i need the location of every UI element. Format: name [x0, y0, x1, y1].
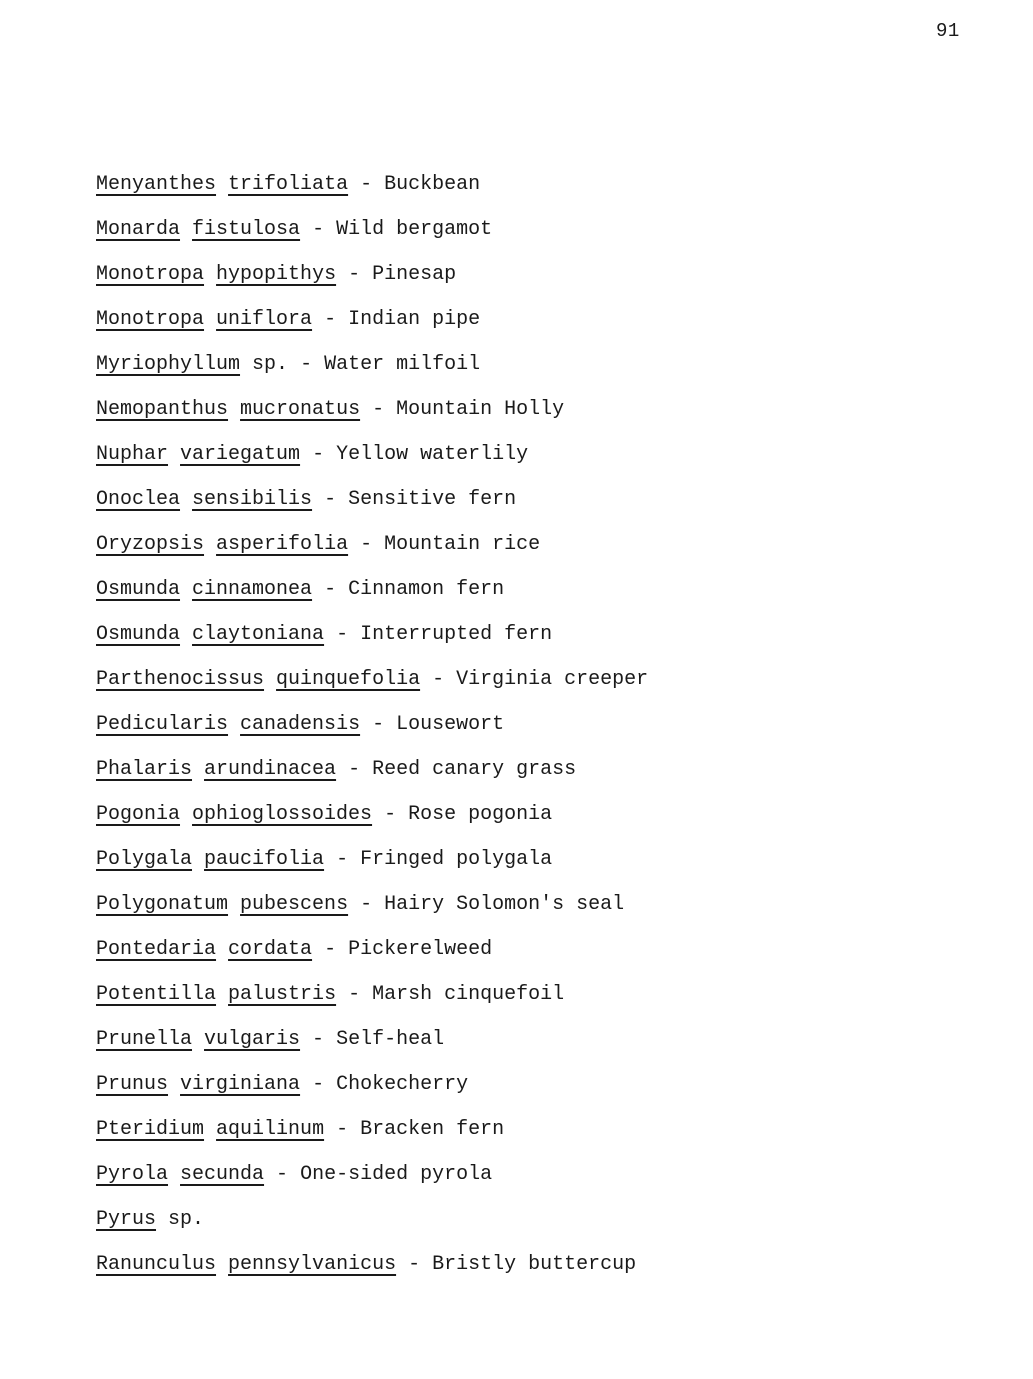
common-name: Self-heal	[336, 1028, 445, 1051]
species-entry: Pteridium aquilinum - Bracken fern	[96, 1118, 505, 1141]
species-entry: Menyanthes trifoliata - Buckbean	[96, 173, 481, 196]
genus-name: Pteridium	[96, 1118, 205, 1141]
common-name: Reed canary grass	[372, 758, 577, 781]
species-entry: Polygala paucifolia - Fringed polygala	[96, 848, 553, 871]
genus-name: Potentilla	[96, 983, 217, 1006]
species-epithet: hypopithys	[216, 263, 337, 286]
genus-name: Ranunculus	[96, 1253, 217, 1276]
genus-name: Monotropa	[96, 263, 205, 286]
common-name: Interrupted fern	[360, 623, 553, 646]
species-entry: Pyrola secunda - One-sided pyrola	[96, 1163, 493, 1186]
species-epithet: quinquefolia	[276, 668, 421, 691]
common-name: Yellow waterlily	[336, 443, 529, 466]
species-epithet: sp.	[168, 1208, 205, 1231]
common-name: Cinnamon fern	[348, 578, 505, 601]
common-name: Pickerelweed	[348, 938, 493, 961]
species-epithet: secunda	[180, 1163, 265, 1186]
page-number: 91	[936, 20, 960, 42]
species-epithet: paucifolia	[204, 848, 325, 871]
species-entry: Potentilla palustris - Marsh cinquefoil	[96, 983, 565, 1006]
species-epithet: virginiana	[180, 1073, 301, 1096]
common-name: Bracken fern	[360, 1118, 505, 1141]
common-name: Virginia creeper	[456, 668, 649, 691]
genus-name: Onoclea	[96, 488, 181, 511]
genus-name: Pyrola	[96, 1163, 169, 1186]
genus-name: Pyrus	[96, 1208, 157, 1231]
species-entry: Nuphar variegatum - Yellow waterlily	[96, 443, 529, 466]
genus-name: Menyanthes	[96, 173, 217, 196]
common-name: Bristly buttercup	[432, 1253, 637, 1276]
species-entry: Pontedaria cordata - Pickerelweed	[96, 938, 493, 961]
common-name: Fringed polygala	[360, 848, 553, 871]
genus-name: Polygonatum	[96, 893, 229, 916]
species-entry: Prunella vulgaris - Self-heal	[96, 1028, 445, 1051]
species-entry: Ranunculus pennsylvanicus - Bristly buttercup	[96, 1253, 637, 1276]
species-entry: Onoclea sensibilis - Sensitive fern	[96, 488, 517, 511]
common-name: Buckbean	[384, 173, 481, 196]
common-name: Water milfoil	[324, 353, 481, 376]
species-entry: Osmunda claytoniana - Interrupted fern	[96, 623, 553, 646]
species-epithet: canadensis	[240, 713, 361, 736]
genus-name: Pogonia	[96, 803, 181, 826]
common-name: Hairy Solomon's seal	[384, 893, 625, 916]
common-name: Mountain rice	[384, 533, 541, 556]
common-name: Wild bergamot	[336, 218, 493, 241]
species-epithet: asperifolia	[216, 533, 349, 556]
species-entry: Monotropa hypopithys - Pinesap	[96, 263, 457, 286]
genus-name: Prunus	[96, 1073, 169, 1096]
species-epithet: vulgaris	[204, 1028, 301, 1051]
species-epithet: ophioglossoides	[192, 803, 373, 826]
common-name: Sensitive fern	[348, 488, 517, 511]
species-epithet: sp.	[252, 353, 289, 376]
species-epithet: sensibilis	[192, 488, 313, 511]
species-entry: Nemopanthus mucronatus - Mountain Holly	[96, 398, 565, 421]
genus-name: Osmunda	[96, 623, 181, 646]
genus-name: Pontedaria	[96, 938, 217, 961]
genus-name: Osmunda	[96, 578, 181, 601]
species-epithet: aquilinum	[216, 1118, 325, 1141]
species-entry: Myriophyllum sp. - Water milfoil	[96, 353, 481, 376]
species-epithet: uniflora	[216, 308, 313, 331]
common-name: Chokecherry	[336, 1073, 469, 1096]
species-entry: Monotropa uniflora - Indian pipe	[96, 308, 481, 331]
species-entry: Phalaris arundinacea - Reed canary grass	[96, 758, 577, 781]
genus-name: Nemopanthus	[96, 398, 229, 421]
species-entry: Pedicularis canadensis - Lousewort	[96, 713, 505, 736]
common-name: Mountain Holly	[396, 398, 565, 421]
common-name: One-sided pyrola	[300, 1163, 493, 1186]
species-epithet: trifoliata	[228, 173, 349, 196]
species-epithet: cordata	[228, 938, 313, 961]
species-entry: Osmunda cinnamonea - Cinnamon fern	[96, 578, 505, 601]
common-name: Marsh cinquefoil	[372, 983, 565, 1006]
species-entry: Oryzopsis asperifolia - Mountain rice	[96, 533, 541, 556]
species-epithet: claytoniana	[192, 623, 325, 646]
genus-name: Polygala	[96, 848, 193, 871]
species-epithet: pubescens	[240, 893, 349, 916]
species-epithet: pennsylvanicus	[228, 1253, 397, 1276]
genus-name: Parthenocissus	[96, 668, 265, 691]
genus-name: Monarda	[96, 218, 181, 241]
species-list	[96, 170, 648, 1295]
genus-name: Prunella	[96, 1028, 193, 1051]
species-epithet: cinnamonea	[192, 578, 313, 601]
common-name: Indian pipe	[348, 308, 481, 331]
common-name: Pinesap	[372, 263, 457, 286]
genus-name: Phalaris	[96, 758, 193, 781]
species-epithet: palustris	[228, 983, 337, 1006]
species-epithet: fistulosa	[192, 218, 301, 241]
species-epithet: mucronatus	[240, 398, 361, 421]
species-entry: Pogonia ophioglossoides - Rose pogonia	[96, 803, 553, 826]
genus-name: Nuphar	[96, 443, 169, 466]
genus-name: Monotropa	[96, 308, 205, 331]
genus-name: Pedicularis	[96, 713, 229, 736]
genus-name: Oryzopsis	[96, 533, 205, 556]
species-entry: Prunus virginiana - Chokecherry	[96, 1073, 469, 1096]
common-name: Rose pogonia	[408, 803, 553, 826]
species-epithet: variegatum	[180, 443, 301, 466]
species-entry: Parthenocissus quinquefolia - Virginia creeper	[96, 668, 649, 691]
species-entry	[96, 1205, 648, 1250]
species-entry: Monarda fistulosa - Wild bergamot	[96, 218, 493, 241]
genus-name: Myriophyllum	[96, 353, 241, 376]
common-name: Lousewort	[396, 713, 505, 736]
species-epithet: arundinacea	[204, 758, 337, 781]
species-entry: Polygonatum pubescens - Hairy Solomon's seal	[96, 893, 625, 916]
